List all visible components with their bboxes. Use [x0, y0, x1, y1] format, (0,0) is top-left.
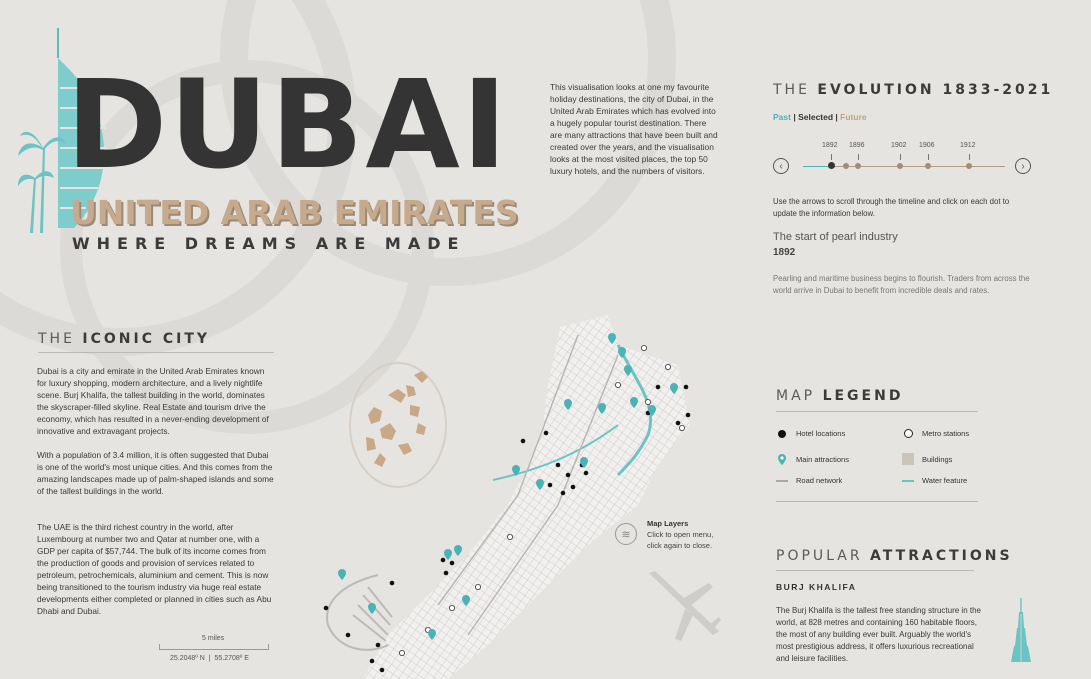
legend-buildings — [902, 453, 952, 465]
timeline-year: 1906 — [919, 142, 935, 149]
timeline-year: 1892 — [822, 142, 838, 149]
attractions-heading — [776, 548, 1013, 564]
legend-heading-bold: LEGEND — [822, 388, 904, 404]
timeline-dot-selected[interactable] — [828, 162, 835, 169]
nav-selected[interactable]: Selected — [798, 112, 834, 122]
timeline-year: 1896 — [849, 142, 865, 149]
attraction-description: The Burj Khalifa is the tallest free standing structure in the world, at 828 metres and containing 160 habitable floors, the most of any building ever built. Arguably the world's most prestigious address, it offers luxurious recreational and leisure facilities. — [776, 606, 981, 663]
timeline-nav — [773, 112, 867, 122]
hollow-circle-icon — [902, 429, 914, 438]
legend-water-feature — [902, 476, 967, 485]
map-layers-title: Map Layers — [647, 519, 689, 528]
burj-khalifa-icon — [1008, 598, 1034, 664]
coordinates: 25.2048º N | 55.2708º E — [170, 655, 249, 662]
iconic-heading-bold: ICONIC CITY — [82, 331, 211, 347]
timeline-year: 1902 — [891, 142, 907, 149]
legend-hotel-locations — [776, 429, 845, 438]
water-line-icon — [902, 480, 914, 482]
attractions-heading-light: POPULAR — [776, 548, 863, 564]
evolution-heading-light: THE — [773, 82, 810, 98]
timeline-next-button[interactable] — [1015, 158, 1031, 174]
timeline-tick — [858, 154, 859, 160]
timeline-past-segment — [803, 166, 831, 167]
world-islands — [350, 363, 446, 487]
hero-tagline: WHERE DREAMS ARE MADE — [72, 234, 466, 253]
map-layers-hint-1: Click to open menu, — [647, 530, 714, 539]
layers-icon: ≋ — [621, 528, 631, 541]
legend-road-network — [776, 476, 842, 485]
attractions-heading-bold: ATTRACTIONS — [870, 548, 1013, 564]
nav-past[interactable]: Past — [773, 112, 791, 122]
iconic-paragraph-2: With a population of 3.4 million, it is often suggested that Dubai is one of the world's most unique cities. And this comes from the amazing landscapes made up of palm-shaped islands and some of the tallest buildings in the world. — [37, 450, 274, 496]
legend-metro-stations — [902, 429, 969, 438]
legend-main-attractions — [776, 453, 849, 466]
legend-label: Metro stations — [922, 429, 970, 438]
intro-paragraph: This visualisation looks at one my favourite holiday destinations, the city of Dubai, in the United Arab Emirates which has evolved into a hugely popular tourist destination. There are many attractions that have been built and created over the years, and the visualisation looks at the most visited places, the top 50 luxury hotels, and the numbers of visitors. — [550, 82, 718, 176]
timeline-year: 1912 — [960, 142, 976, 149]
timeline-instructions: Use the arrows to scroll through the timeline and click on each dot to update the information below. — [773, 197, 1010, 218]
map-pin-icon — [776, 453, 788, 466]
chevron-right-icon: › — [1021, 160, 1025, 172]
iconic-heading — [38, 331, 210, 347]
mainland-area — [363, 315, 690, 679]
timeline-dot[interactable] — [925, 163, 931, 169]
timeline-tick — [969, 154, 970, 160]
divider — [776, 501, 978, 502]
timeline-prev-button[interactable] — [773, 158, 789, 174]
timeline-tick — [928, 154, 929, 160]
timeline-dot[interactable] — [897, 163, 903, 169]
scale-bar — [159, 644, 269, 650]
road-line-icon — [776, 480, 788, 482]
evolution-heading-bold: EVOLUTION 1833-2021 — [817, 82, 1054, 98]
evolution-heading — [773, 82, 1053, 98]
legend-label: Buildings — [922, 454, 953, 464]
airplane-icon — [645, 565, 725, 645]
attraction-name: BURJ KHALIFA — [776, 582, 857, 592]
event-title: The start of pearl industry — [773, 231, 898, 243]
building-texture-icon — [902, 453, 914, 465]
nav-separator: | — [833, 112, 841, 122]
map-layers-hint-2: click again to close. — [647, 541, 713, 550]
scale-label: 5 miles — [202, 635, 225, 642]
event-description: Pearling and maritime business begins to flourish. Traders from across the world arrive in Dubai to benefit from incredible deals and rates. — [773, 274, 1030, 295]
filled-circle-icon — [776, 430, 788, 438]
iconic-paragraph-3: The UAE is the third richest country in the world, after Luxembourg at number two and Qatar at number one, with a GDP per capita of $57,744. The bulk of its income comes from the production of goods and provision of services related to petroleum, petrochemicals, aluminium and cement. This is now being transitioned to the tourism industry via huge real estate developments either completed or planned in cities such as Abu Dhabi and Dubai. — [37, 522, 272, 616]
timeline-dot[interactable] — [843, 163, 849, 169]
palm-jumeirah — [327, 575, 392, 650]
legend-heading — [776, 388, 903, 404]
legend-label: Water feature — [922, 476, 968, 485]
legend-label: Road network — [796, 476, 843, 485]
hero-title: DUBAI — [66, 54, 510, 196]
hero-subtitle: UNITED ARAB EMIRATES — [70, 193, 519, 232]
timeline-dot[interactable] — [855, 163, 861, 169]
timeline-tick — [900, 154, 901, 160]
legend-label: Hotel locations — [796, 429, 846, 438]
divider — [38, 352, 274, 353]
divider — [776, 570, 974, 571]
nav-separator: | — [790, 112, 799, 122]
timeline-track — [803, 142, 1005, 167]
timeline-dot[interactable] — [966, 163, 972, 169]
iconic-heading-light: THE — [38, 331, 75, 347]
chevron-left-icon: ‹ — [779, 160, 783, 172]
timeline-tick — [831, 154, 832, 160]
legend-heading-light: MAP — [776, 388, 816, 404]
iconic-paragraph-1: Dubai is a city and emirate in the United Arab Emirates known for luxury shopping, modern architecture, and a lively nightlife scene. Burj Khalifa, the tallest building in the world, dominates the skyscraper-filled skyline. Real Estate and tourism drive the economy, which has resulted in a never-ending development of innovative and extravagant projects. — [37, 366, 269, 436]
map-layers-button[interactable] — [615, 523, 637, 545]
nav-future[interactable]: Future — [840, 112, 867, 122]
event-year: 1892 — [773, 247, 796, 258]
legend-label: Main attractions — [796, 455, 849, 464]
divider — [776, 411, 978, 412]
